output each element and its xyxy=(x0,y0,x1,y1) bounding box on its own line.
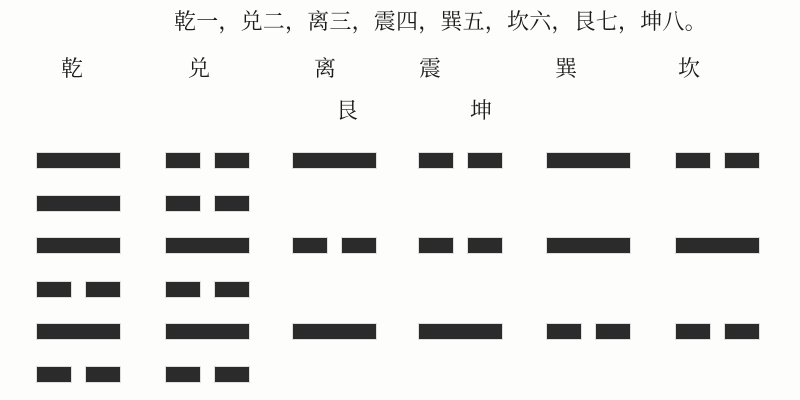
bagua-sequence-title: 乾一，兑二，离三，震四，巽五，坎六，艮七，坤八。 xyxy=(174,9,707,34)
gen-line-3-left-bar xyxy=(37,367,71,382)
kan-line-3-right-bar xyxy=(725,324,759,339)
label-trigram-li: 离 xyxy=(314,56,337,81)
xun-line-2-bar xyxy=(547,238,630,253)
kun-line-1-right-bar xyxy=(215,196,249,211)
zhen-line-2-right-bar xyxy=(468,238,502,253)
gen-line-2-left-bar xyxy=(37,282,71,297)
gen-line-2-right-bar xyxy=(86,282,120,297)
xun-line-1-bar xyxy=(547,153,630,168)
kan-line-1-right-bar xyxy=(725,153,759,168)
li-line-3-bar xyxy=(293,324,376,339)
label-trigram-zhen: 震 xyxy=(419,56,442,81)
dui-line-1-left-bar xyxy=(166,153,200,168)
kun-line-1-left-bar xyxy=(166,196,200,211)
xun-line-3-left-bar xyxy=(547,324,581,339)
kun-line-2-left-bar xyxy=(166,282,200,297)
kan-line-1-left-bar xyxy=(676,153,710,168)
qian-line-2-bar xyxy=(37,238,120,253)
li-line-2-left-bar xyxy=(293,238,327,253)
kan-line-2-bar xyxy=(676,238,759,253)
dui-line-1-right-bar xyxy=(215,153,249,168)
zhen-line-3-bar xyxy=(419,324,502,339)
kan-line-3-left-bar xyxy=(676,324,710,339)
qian-line-3-bar xyxy=(37,324,120,339)
zhen-line-1-right-bar xyxy=(468,153,502,168)
label-trigram-kun: 坤 xyxy=(470,98,493,123)
kun-line-3-right-bar xyxy=(215,367,249,382)
dui-line-2-bar xyxy=(166,238,249,253)
zhen-line-1-left-bar xyxy=(419,153,453,168)
li-line-1-bar xyxy=(293,153,376,168)
kun-line-3-left-bar xyxy=(166,367,200,382)
label-trigram-qian: 乾 xyxy=(61,56,84,81)
label-trigram-kan: 坎 xyxy=(678,56,701,81)
qian-line-1-bar xyxy=(37,153,120,168)
gen-line-1-bar xyxy=(37,196,120,211)
kun-line-2-right-bar xyxy=(215,282,249,297)
li-line-2-right-bar xyxy=(342,238,376,253)
gen-line-3-right-bar xyxy=(86,367,120,382)
label-trigram-dui: 兑 xyxy=(188,56,211,81)
label-trigram-xun: 巽 xyxy=(555,56,578,81)
xun-line-3-right-bar xyxy=(596,324,630,339)
dui-line-3-bar xyxy=(166,324,249,339)
zhen-line-2-left-bar xyxy=(419,238,453,253)
label-trigram-gen: 艮 xyxy=(336,98,359,123)
